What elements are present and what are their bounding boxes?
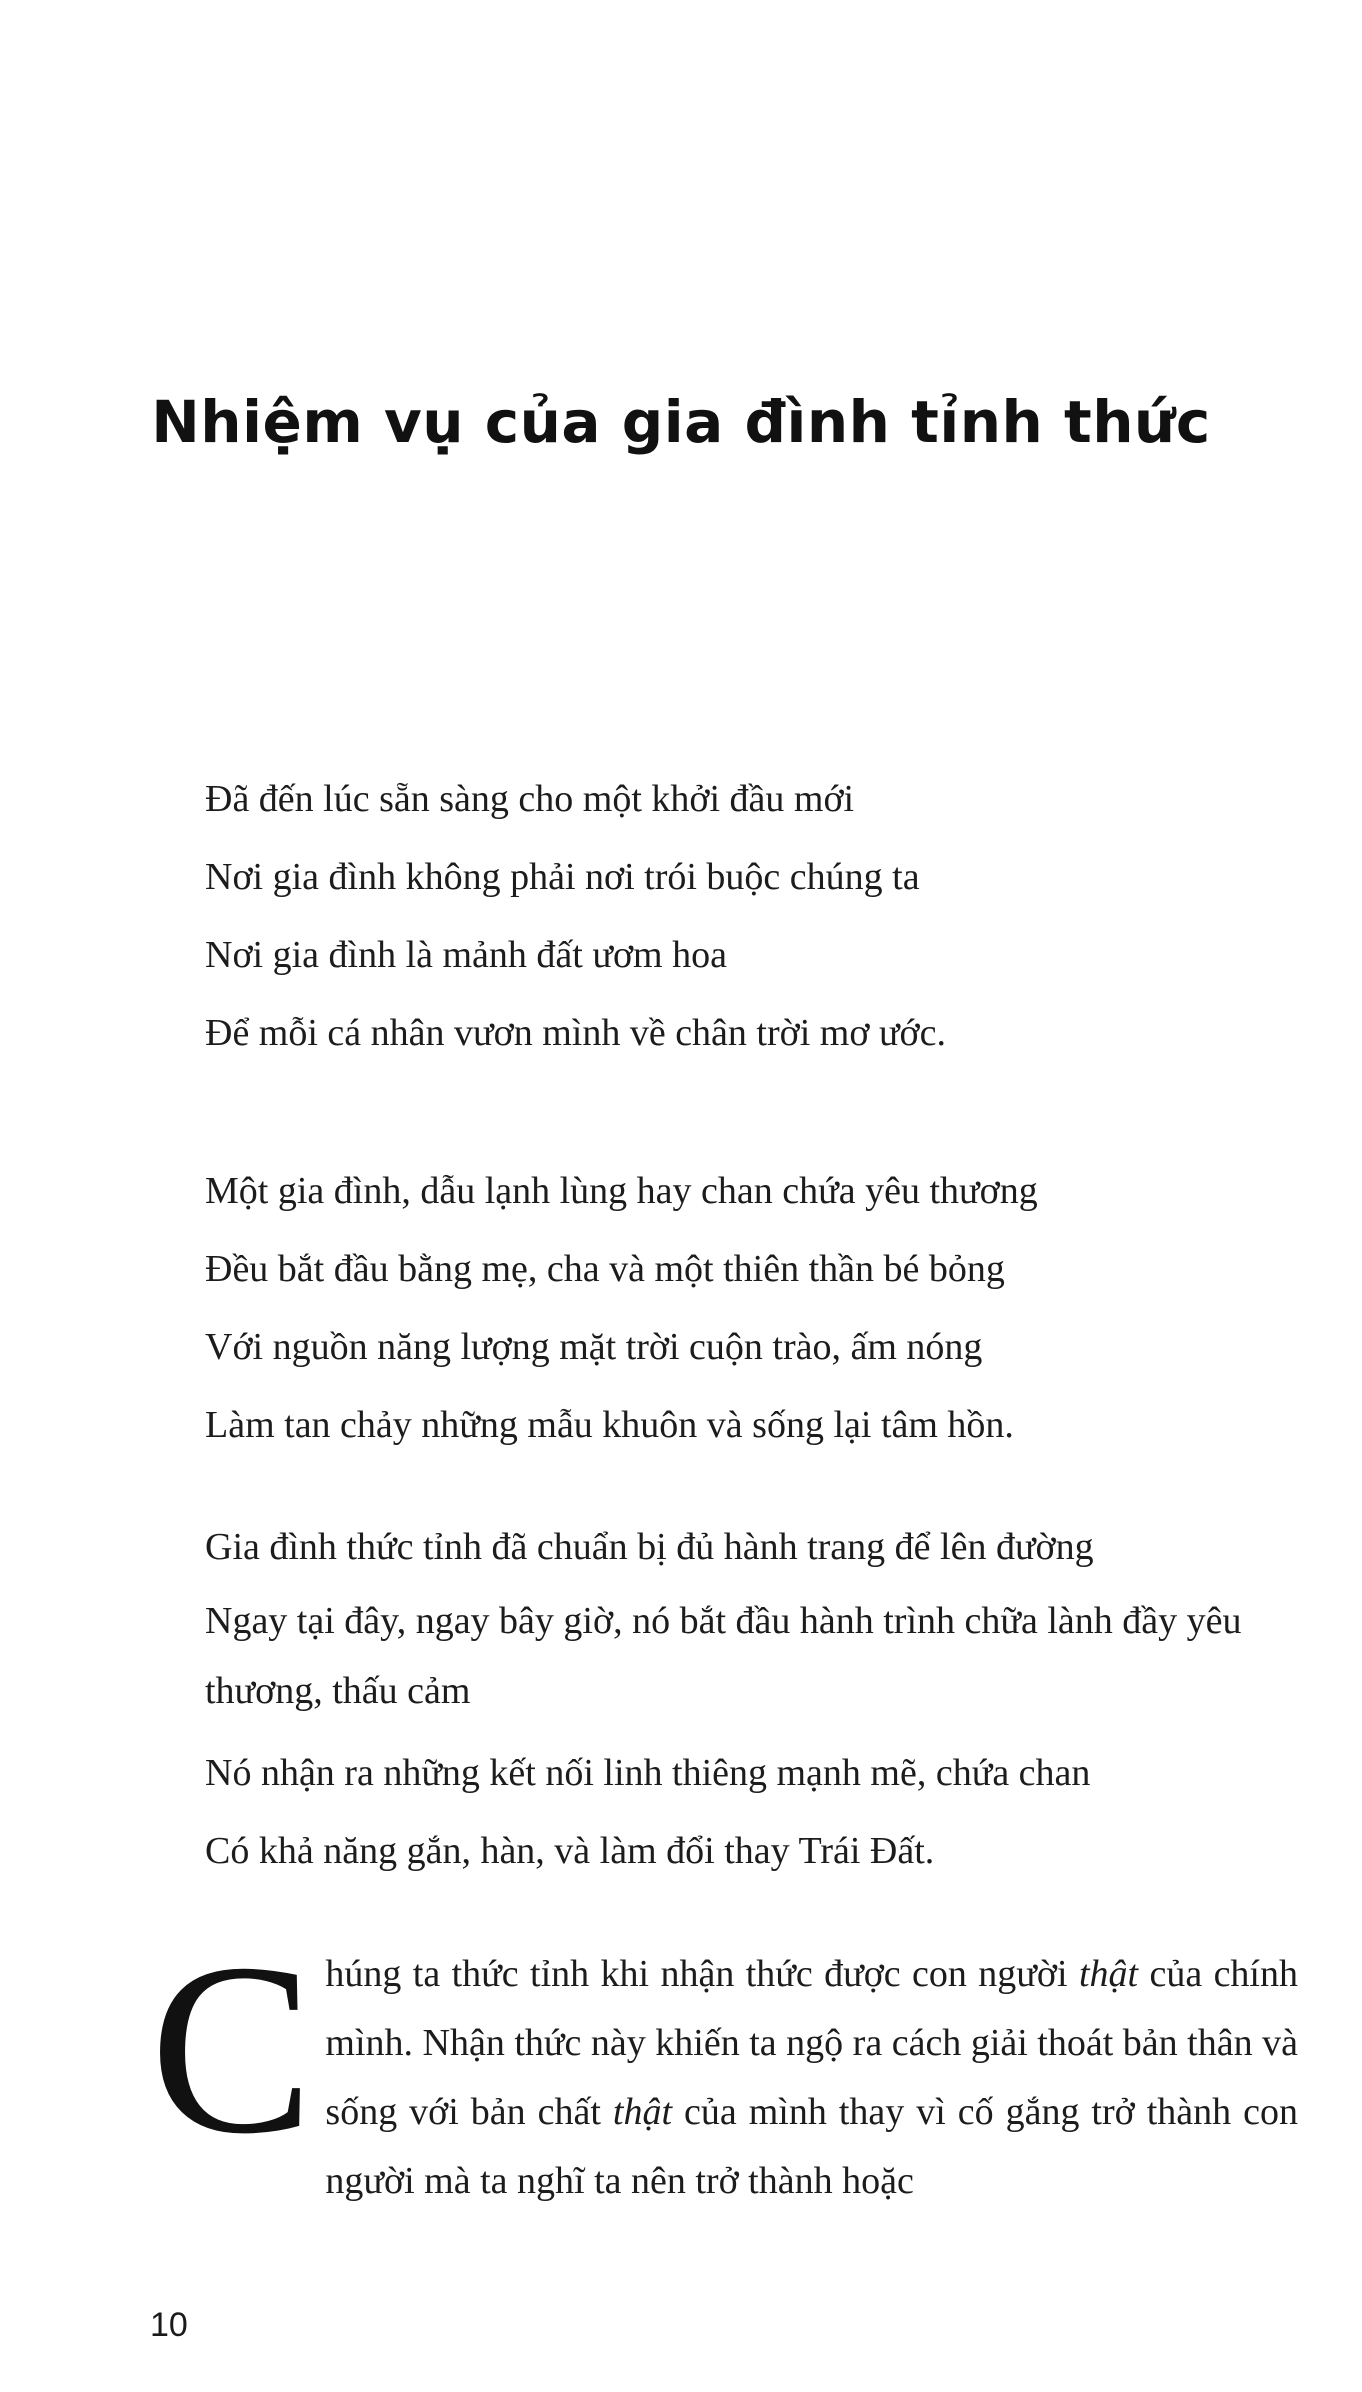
body-paragraph: [150, 1913, 1298, 2216]
poem-line: Gia đình thức tỉnh đã chuẩn bị đủ hành trang để lên đường: [205, 1526, 1094, 1568]
emphasis-text: thật: [612, 2091, 673, 2133]
poem-line: Với nguồn năng lượng mặt trời cuộn trào, ấm nóng: [205, 1326, 983, 1368]
chapter-title: Nhiệm vụ của gia đình tỉnh thức: [151, 388, 1211, 456]
poem-stanza-2: [205, 1152, 1315, 1464]
poem-stanza-3: [205, 1508, 1315, 1890]
poem-line: Nó nhận ra những kết nối linh thiêng mạnh mẽ, chứa chan: [205, 1752, 1091, 1794]
drop-cap: C: [150, 1913, 314, 2184]
poem-line: Đều bắt đầu bằng mẹ, cha và một thiên thần bé bỏng: [205, 1248, 1005, 1290]
poem-line: Có khả năng gắn, hàn, và làm đổi thay Trái Đất.: [205, 1830, 935, 1872]
page-number: 10: [150, 2306, 188, 2344]
paragraph-text: của mình thay vì cố gắng trở thành con người mà ta nghĩ ta nên trở thành hoặc: [325, 2091, 1298, 2202]
emphasis-text: thật: [1078, 1953, 1139, 1995]
poem-line: Làm tan chảy những mẫu khuôn và sống lại tâm hồn.: [205, 1404, 1014, 1446]
poem-line: Đã đến lúc sẵn sàng cho một khởi đầu mới: [205, 778, 855, 820]
poem-line: Nơi gia đình không phải nơi trói buộc chúng ta: [205, 856, 920, 898]
paragraph-text: húng ta thức tỉnh khi nhận thức được con người: [325, 1953, 1079, 1995]
poem-line: Để mỗi cá nhân vươn mình về chân trời mơ ước.: [205, 1012, 946, 1054]
poem-stanza-1: [205, 760, 1315, 1072]
poem-line: Nơi gia đình là mảnh đất ươm hoa: [205, 934, 727, 976]
paragraph-text: của chính mình. Nhận thức này khiến ta ngộ ra cách giải thoát bản thân và sống với bản chất: [325, 1953, 1298, 2133]
poem-line: Ngay tại đây, ngay bây giờ, nó bắt đầu hành trình chữa lành đầy yêu thương, thấu cảm: [205, 1600, 1242, 1712]
poem-line: Một gia đình, dẫu lạnh lùng hay chan chứa yêu thương: [205, 1170, 1038, 1212]
